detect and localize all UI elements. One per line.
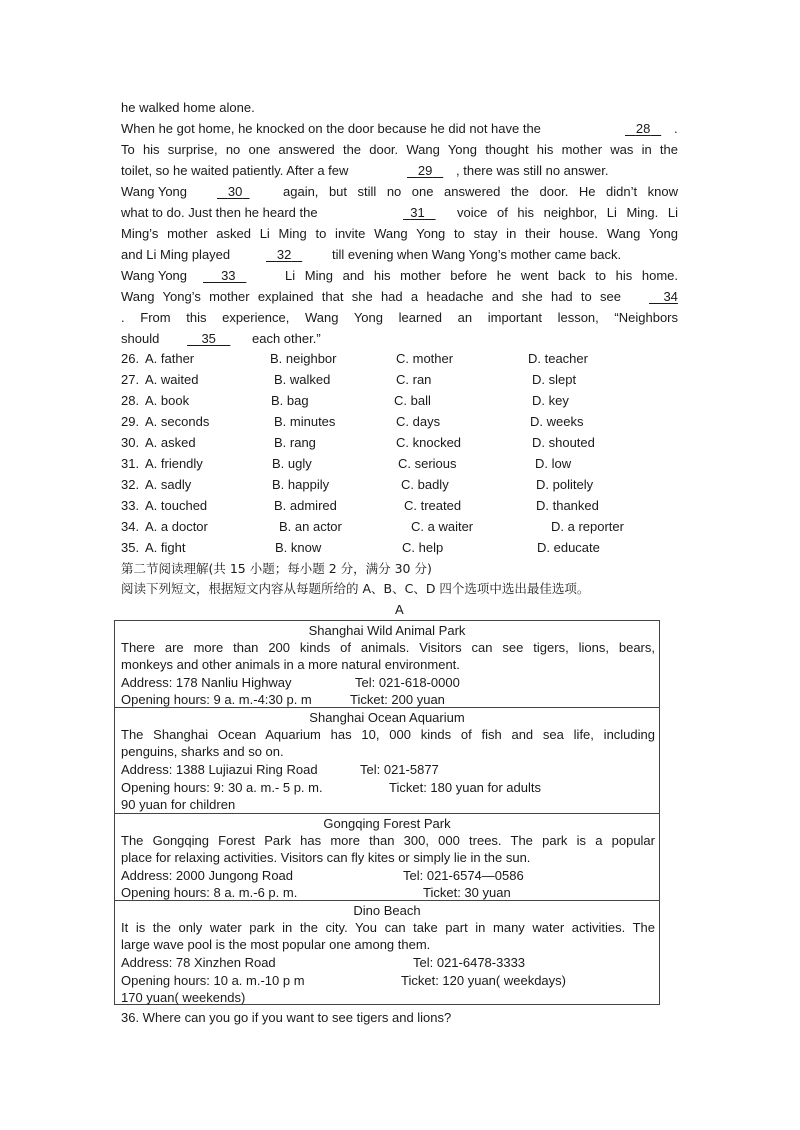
passage-line-5: what to do. Just then he heard the 31 voice of his neighbor, Li Ming. Li [121,205,678,220]
park-tel: Tel: 021-618-0000 [355,675,460,690]
parks-table [114,620,660,1005]
option-d: D. a reporter [551,519,624,534]
park-cell [115,901,659,1005]
option-b: B. an actor [279,519,342,534]
section-heading: 第二节阅读理解(共 15 小题；每小题 2 分，满分 30 分) [121,561,432,576]
park-desc: The Gongqing Forest Park has more than 300, 000 trees. The park is a popular [121,833,655,848]
passage-line-2: To his surprise, no one answered the door. Wang Yong thought his mother was in the [121,142,678,157]
option-a: A. sadly [145,477,192,492]
park-desc: There are more than 200 kinds of animals. Visitors can see tigers, lions, bears, [121,640,655,655]
park-desc: The Shanghai Ocean Aquarium has 10, 000 kinds of fish and sea life, including [121,727,655,742]
option-b: B. walked [274,372,331,387]
passage-line-9: Wang Yong’s mother explained that she had a headache and she had to see 34 [121,289,678,304]
passage-line-7: and Li Ming played 32 till evening when Wang Yong’s mother came back. [121,247,622,262]
option-b: B. neighbor [270,351,337,366]
option-d: D. politely [536,477,594,492]
park-desc: place for relaxing activities. Visitors can fly kites or simply lie in the sun. [121,850,531,865]
question-36: 36. Where can you go if you want to see tigers and lions? [121,1010,452,1025]
blank-30: 30 [227,184,243,199]
park-hours: Opening hours: 9 a. m.-4:30 p. m [121,692,312,707]
option-d: D. thanked [536,498,599,513]
passage-letter: A [395,602,404,617]
option-d: D. slept [532,372,577,387]
question-number: 27. [121,372,140,387]
option-a: A. a doctor [145,519,208,534]
option-a: A. fight [145,540,186,555]
option-b: B. happily [272,477,330,492]
option-a: A. touched [145,498,208,513]
passage-line-0: he walked home alone. [121,100,255,115]
option-c: C. treated [404,498,462,513]
option-d: D. key [532,393,569,408]
option-a: A. waited [145,372,199,387]
option-a: A. book [145,393,190,408]
blank-31: 31 [410,205,425,220]
park-cell [115,814,659,901]
question-number: 34. [121,519,140,534]
option-c: C. serious [398,456,457,471]
blank-33: 33 [221,268,236,283]
passage-line-10: . From this experience, Wang Yong learned an important lesson, “Neighbors [121,310,678,325]
park-ticket: Ticket: 180 yuan for adults [389,780,541,795]
park-ticket: Ticket: 120 yuan( weekdays) [401,973,566,988]
option-a: A. father [145,351,195,366]
question-number: 32. [121,477,140,492]
park-desc: It is the only water park in the city. You can take part in many water activities. The [121,920,655,935]
option-c: C. a waiter [411,519,474,534]
option-a: A. asked [145,435,196,450]
option-d: D. low [535,456,572,471]
option-d: D. educate [537,540,600,555]
question-number: 31. [121,456,140,471]
park-address: Address: 78 Xinzhen Road [121,955,276,970]
park-cell [115,708,659,814]
option-b: B. minutes [274,414,336,429]
option-d: D. teacher [528,351,588,366]
park-desc: large wave pool is the most popular one among them. [121,937,431,952]
passage-line-8: Wang Yong 33 Li Ming and his mother before he went back to his home. [121,268,678,283]
question-number: 30. [121,435,140,450]
park-cell [115,621,659,708]
park-name: Shanghai Ocean Aquarium [309,710,465,725]
park-hours: Opening hours: 10 a. m.-10 p m [121,973,305,988]
option-b: B. ugly [272,456,312,471]
park-hours: Opening hours: 9: 30 a. m.- 5 p. m. [121,780,323,795]
question-number: 28. [121,393,140,408]
passage-text: When he got home, he knocked on the door because he did not have the [121,121,541,136]
blank-29: 29 [417,163,433,178]
park-tel: Tel: 021-6478-3333 [413,955,526,970]
park-desc: monkeys and other animals in a more natural environment. [121,657,460,672]
park-ticket: Ticket: 200 yuan [350,692,445,707]
passage-line-11: should 35 each other.” [121,331,321,346]
section-instruction: 阅读下列短文，根据短文内容从每题所给的 A、B、C、D 四个选项中选出最佳选项。 [121,581,590,596]
park-address: Address: 1388 Lujiazui Ring Road [121,762,318,777]
passage-line-1: When he got home, he knocked on the door because he did not have the 28 . [121,121,678,136]
park-ticket-extra: 170 yuan( weekends) [121,990,246,1005]
park-ticket: Ticket: 30 yuan [423,885,511,900]
question-number: 26. [121,351,140,366]
option-c: C. ran [396,372,432,387]
blank-35: 35 [201,331,216,346]
park-address: Address: 2000 Jungong Road [121,868,294,883]
option-b: B. bag [271,393,309,408]
park-address: Address: 178 Nanliu Highway [121,675,292,690]
option-b: B. rang [274,435,316,450]
park-hours: Opening hours: 8 a. m.-6 p. m. [121,885,298,900]
question-number: 29. [121,414,140,429]
blank-34: 34 [663,289,678,304]
option-b: B. know [275,540,322,555]
option-c: C. mother [396,351,454,366]
passage-line-4: Wang Yong 30 again, but still no one answered the door. He didn’t know [121,184,678,199]
park-name: Gongqing Forest Park [323,816,451,831]
park-name: Shanghai Wild Animal Park [308,623,466,638]
option-a: A. friendly [145,456,203,471]
option-b: B. admired [274,498,337,513]
blank-28: 28 [635,121,651,136]
passage-line-6: Ming’s mother asked Li Ming to invite Wang Yong to stay in their house. Wang Yong [121,226,678,241]
option-c: C. knocked [396,435,462,450]
passage-line-3: toilet, so he waited patiently. After a few 29 , there was still no answer. [121,163,609,178]
option-c: C. ball [394,393,431,408]
option-c: C. badly [401,477,449,492]
park-ticket-extra: 90 yuan for children [121,797,236,812]
question-number: 35. [121,540,140,555]
option-a: A. seconds [145,414,210,429]
question-number: 33. [121,498,140,513]
park-name: Dino Beach [353,903,421,918]
park-tel: Tel: 021-6574—0586 [403,868,524,883]
park-tel: Tel: 021-5877 [360,762,439,777]
option-d: D. shouted [532,435,595,450]
option-c: C. help [402,540,444,555]
option-d: D. weeks [530,414,584,429]
option-c: C. days [396,414,441,429]
park-desc: penguins, sharks and so on. [121,744,284,759]
blank-32: 32 [276,247,292,262]
